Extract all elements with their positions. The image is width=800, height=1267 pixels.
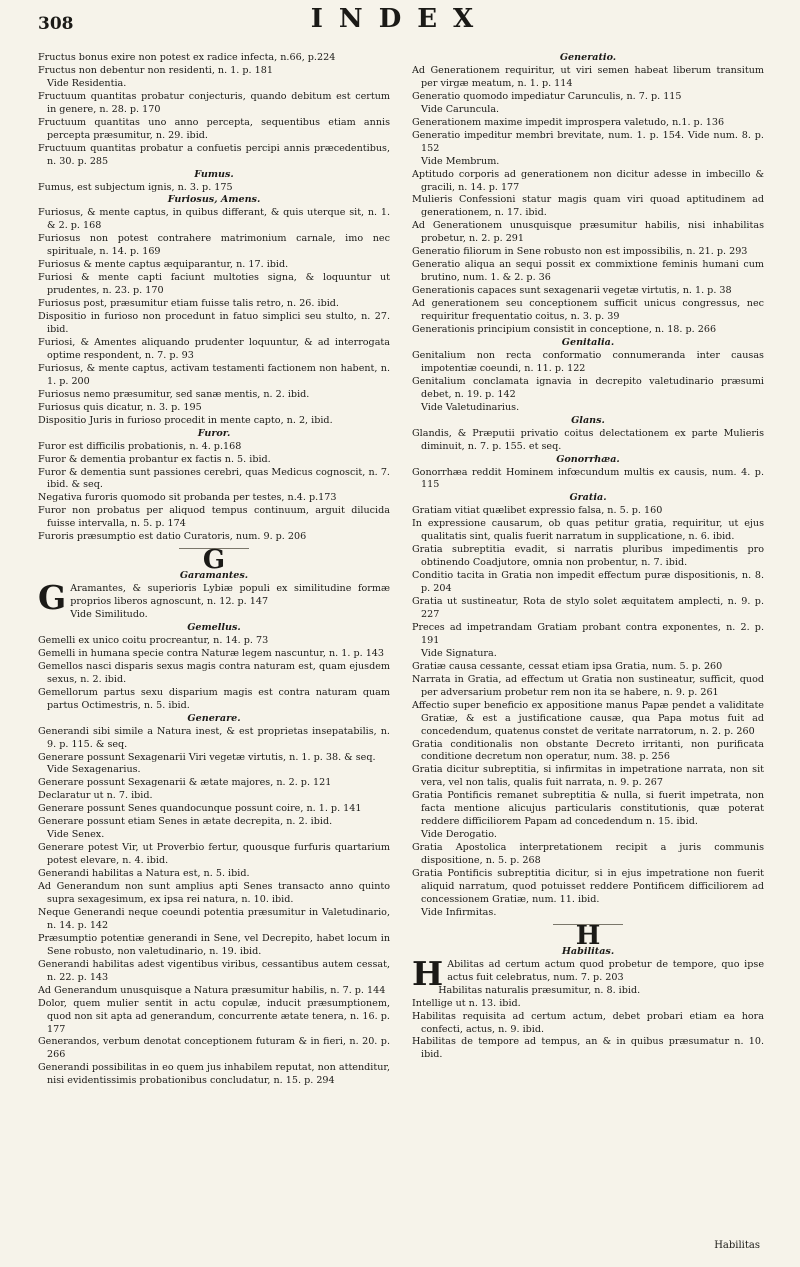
- index-entry: Generandi habilitas adest vigentibus viribus, cessantibus autem cessat, n. 22. p. 143: [38, 958, 390, 983]
- entry-text: Aramantes, & superioris Lybiæ populi ex similitudine formæ proprios liberos agnoscunt, n. 12. p. 147: [70, 583, 390, 608]
- index-heading: Genitalia.: [561, 336, 615, 348]
- see-also-reference: Vide Senex.: [47, 829, 105, 841]
- index-entry: Furoris præsumptio est datio Curatoris, num. 9. p. 206: [38, 531, 307, 543]
- index-entry: Fumus, est subjectum ignis, n. 3. p. 175: [38, 181, 233, 193]
- index-entry: Dolor, quem mulier sentit in actu copulæ, inducit præsumptionem, quod non sit apta ad generandum, concurrente ætate tenera, n. 16. p. 177: [38, 997, 390, 1035]
- index-heading: Garamantes.: [179, 570, 249, 582]
- index-entry: Gratia Pontificis remanet subreptitia & nulla, si fuerit impetrata, non facta mentione alicujus particularis constitutionis, quæ poterat reddere difficiliorem Papam ad concedendum n. 15. ibid.: [412, 790, 764, 828]
- index-entry: Fructus bonus exire non potest ex radice infecta, n.66, p.224: [38, 52, 336, 63]
- index-entry: Generatio quomodo impediatur Carunculis, n. 7. p. 115: [412, 90, 682, 102]
- index-entry: Generandi sibi simile a Natura inest, & est proprietas insepatabilis, n. 9. p. 115. & seq.: [38, 725, 390, 750]
- index-entry: Furor est difficilis probationis, n. 4. p.168: [38, 440, 242, 452]
- index-entry: Generare possunt Senes quandocunque possunt coire, n. 1. p. 141: [38, 803, 362, 815]
- index-entry: Affectio super beneficio ex appositione manus Papæ pendet a validitate Gratiæ, & est a justificatione causæ, qua Papa motus fuit ad concedendum, quatenus constet de veritate narratorum, n. 2. p. 260: [412, 699, 764, 737]
- index-heading: Furiosus, Amens.: [167, 194, 261, 206]
- index-entry: Generare possunt etiam Senes in ætate decrepita, n. 2. ibid.: [38, 816, 333, 828]
- index-entry: Generare potest Vir, ut Proverbio fertur, quousque furfuris quartarium potest elevare, n. 4. ibid.: [38, 842, 390, 867]
- index-entry: Gratia conditionalis non obstante Decreto irritanti, non purificata conditione decretum non operatur, num. 38. p. 256: [412, 738, 764, 763]
- index-entry: Generandi possibilitas in eo quem jus inhabilem reputat, non attenditur, nisi evidentissimis probationibus concludatur, n. 15. p. 294: [38, 1062, 390, 1087]
- index-entry: Mulieris Confessioni statur magis quam viri quoad aptitudinem ad generationem, n. 17. ibid.: [412, 194, 764, 219]
- see-also-reference: Vide Membrum.: [421, 155, 500, 167]
- see-also-reference: Vide Similitudo.: [70, 609, 148, 621]
- index-entry: Fructuum quantitas probatur a confuetis percipi annis præcedentibus, n. 30. p. 285: [38, 142, 390, 167]
- see-also-reference: Vide Signatura.: [421, 647, 497, 659]
- index-entry: Furiosus nemo præsumitur, sed sanæ mentis, n. 2. ibid.: [38, 388, 310, 400]
- index-heading: Gonorrhæa.: [556, 453, 620, 465]
- index-entry: Furiosus & mente captus æquiparantur, n. 17. ibid.: [38, 259, 289, 271]
- index-entry: Præsumptio potentiæ generandi in Sene, vel Decrepito, habet locum in Sene robusto, non valetudinario, n. 19. ibid.: [38, 932, 390, 957]
- index-entry: Furiosus, & mente captus, in quibus differant, & quis uterque sit, n. 1. & 2. p. 168: [38, 207, 390, 232]
- index-entry: Ad Generationem unusquisque præsumitur habilis, nisi inhabilitas probetur, n. 2. p. 291: [412, 220, 764, 245]
- index-heading: Furor.: [197, 427, 231, 439]
- index-entry: Genitalium conclamata ignavia in decrepito valetudinario præsumi debet, n. 19. p. 142: [412, 375, 764, 400]
- index-entry: Aptitudo corporis ad generationem non dicitur adesse in imbecillo & gracili, n. 14. p. 177: [412, 168, 764, 193]
- index-heading: Glans.: [571, 414, 605, 426]
- index-heading: Gemellus.: [187, 621, 241, 633]
- index-entry: Ad Generandum non sunt amplius apti Senes transacto anno quinto supra sexagesimum, ex ipsa rei natura, n. 10. ibid.: [38, 881, 390, 905]
- index-entry: Gemellos nasci disparis sexus magis contra naturam est, quam ejusdem sexus, n. 2. ibid.: [38, 660, 390, 685]
- catchword: Habilitas: [714, 1240, 760, 1251]
- index-entry: Furiosus post, præsumitur etiam fuisse talis retro, n. 26. ibid.: [38, 298, 339, 310]
- index-entry: Gratia dicitur subreptitia, si infirmitas in impetratione narrata, non sit vera, vel non talis, qualis fuit narrata, n. 9. p. 267: [412, 764, 764, 789]
- index-heading: Generare.: [187, 712, 241, 724]
- index-entry: Furiosi, & Amentes aliquando prudenter loquuntur, & ad interrogata optime respondent, n. 7. p. 93: [38, 336, 390, 361]
- index-entry: Glandis, & Præputii privatio coitus delectationem ex parte Mulieris diminuit, n. 7. p. 155. et seq.: [412, 427, 764, 452]
- index-entry: Furiosus, & mente captus, activam testamenti factionem non habent, n. 1. p. 200: [38, 362, 390, 387]
- index-entry: Generationem maxime impedit improspera valetudo, n.1. p. 136: [412, 116, 725, 128]
- index-entry: Furor non probatus per aliquod tempus continuum, arguit dilucida fuisse intervalla, n. 5. p. 174: [38, 505, 390, 530]
- index-entry: Gemellorum partus sexu disparium magis est contra naturam quam partus Octimestris, n. 5. ibid.: [38, 686, 390, 711]
- index-entry: Gratia ut sustineatur, Rota de stylo solet æquitatem amplecti, n. 9. p. 227: [412, 596, 764, 620]
- index-entry: Dispositio in furioso non procedunt in fatuo simplici seu stulto, n. 27. ibid.: [38, 311, 390, 336]
- index-entry: Gratia subreptitia evadit, si narratis pluribus impedimentis pro obtinendo Coadjutore, omnia non probentur, n. 7. ibid.: [412, 544, 764, 569]
- index-entry: Gratia Pontificis subreptitia dicitur, si in ejus impetratione non fuerit aliquid narratum, quod potuisset reddere Pontificem difficiliorem ad concessionem Gratiæ, num. 11. ibid.: [412, 868, 764, 905]
- index-entry: Furiosi & mente capti faciunt multoties signa, & loquuntur ut prudentes, n. 23. p. 170: [38, 272, 390, 297]
- index-heading: Gratia.: [569, 492, 607, 504]
- index-entry: Gratiæ causa cessante, cessat etiam ipsa Gratia, num. 5. p. 260: [412, 660, 723, 672]
- index-entry: Generare possunt Sexagenarii & ætate majores, n. 2. p. 121: [38, 777, 332, 789]
- index-entry: Furor & dementia sunt passiones cerebri, quas Medicus cognoscit, n. 7. ibid. & seq.: [38, 466, 390, 491]
- index-entry: Declaratur ut n. 7. ibid.: [38, 790, 153, 802]
- index-entry: Negativa furoris quomodo sit probanda per testes, n.4. p.173: [38, 492, 337, 504]
- index-entry: Ad Generationem requiritur, ut viri semen habeat liberum transitum per virgæ meatum, n. 1. p. 114: [412, 64, 764, 89]
- right-column: [412, 52, 764, 1062]
- see-also-reference: Vide Derogatio.: [421, 829, 497, 841]
- index-heading: Generatio.: [559, 52, 617, 63]
- index-entry: Furiosus non potest contrahere matrimonium carnale, imo nec spirituale, n. 14. p. 169: [38, 233, 390, 258]
- index-entry: Generationis principium consistit in conceptione, n. 18. p. 266: [412, 324, 717, 336]
- index-entry: Generandi habilitas a Natura est, n. 5. ibid.: [38, 868, 250, 880]
- index-entry: Preces ad impetrandam Gratiam probant contra exponentes, n. 2. p. 191: [412, 621, 764, 646]
- see-also-reference: Vide Residentia.: [47, 77, 127, 89]
- see-also-reference: Vide Valetudinarius.: [421, 401, 520, 413]
- index-entry: Genitalium non recta conformatio connumeranda inter causas impotentiæ coeundi, n. 11. p. 122: [412, 349, 764, 374]
- index-entry: Habilitas requisita ad certum actum, debet probari etiam ea hora confecti, actus, n. 9. ibid.: [412, 1010, 764, 1035]
- entry-text: Abilitas ad certum actum quod probetur de tempore, quo ipse actus fuit celebratus, num. 7. p. 203: [447, 958, 764, 983]
- index-entry: Generare possunt Sexagenarii Viri vegetæ virtutis, n. 1. p. 38. & seq.: [38, 751, 376, 763]
- index-entry: Ad generationem seu conceptionem sufficit unicus congressus, nec requiritur frequentatio coitus, n. 3. p. 39: [412, 298, 764, 323]
- index-entry: Generatio impeditur membri brevitate, num. 1. p. 154. Vide num. 8. p. 152: [412, 129, 764, 154]
- index-heading: Fumus.: [194, 168, 234, 180]
- index-entry: Habilitas de tempore ad tempus, an & in quibus præsumatur n. 10. ibid.: [412, 1036, 764, 1061]
- index-entry: Fructus non debentur non residenti, n. 1. p. 181: [38, 64, 273, 76]
- drop-cap: G: [38, 578, 67, 618]
- section-letter: G: [202, 545, 226, 576]
- index-entry: Dispositio Juris in furioso procedit in mente capto, n. 2, ibid.: [38, 414, 333, 426]
- drop-cap: H: [412, 953, 444, 993]
- index-entry: Generationis capaces sunt sexagenarii vegetæ virtutis, n. 1. p. 38: [412, 285, 732, 297]
- index-entry: Gemelli ex unico coitu procreantur, n. 14. p. 73: [38, 634, 269, 646]
- index-entry: Narrata in Gratia, ad effectum ut Gratia non sustineatur, sufficit, quod per adversarium probetur rem non ita se habere, n. 9. p. 261: [412, 673, 764, 698]
- index-entry: Gemelli in humana specie contra Naturæ legem nascuntur, n. 1. p. 143: [38, 647, 385, 659]
- index-entry: Intellige ut n. 13. ibid.: [412, 997, 521, 1009]
- index-entry: Habilitas naturalis præsumitur, n. 8. ibid.: [438, 984, 641, 996]
- see-also-reference: Vide Sexagenarius.: [47, 764, 141, 776]
- index-entry: Generatio aliqua an sequi possit ex commixtione feminis humani cum brutino, num. 1. & 2. p. 36: [412, 259, 764, 284]
- index-entry: Fructuum quantitas probatur conjecturis, quando debitum est certum in genere, n. 28. p. 170: [38, 90, 390, 115]
- see-also-reference: Vide Infirmitas.: [421, 906, 497, 918]
- running-head: INDEX: [310, 4, 490, 34]
- index-entry: Generandos, verbum denotat conceptionem futuram & in fieri, n. 20. p. 266: [38, 1036, 390, 1061]
- index-entry: In expressione causarum, ob quas petitur gratia, requiritur, ut ejus qualitatis sint, qualis fuerit narratum in supplicatione, n. 6. ibid.: [412, 518, 764, 543]
- see-also-reference: Vide Caruncula.: [421, 103, 500, 115]
- left-column: [38, 52, 390, 1088]
- section-letter: H: [575, 920, 601, 951]
- index-entry: Gratiam vitiat quælibet expressio falsa, n. 5. p. 160: [412, 505, 663, 517]
- index-entry: Generatio filiorum in Sene robusto non est impossibilis, n. 21. p. 293: [412, 246, 748, 258]
- index-entry: Ad Generandum unusquisque a Natura præsumitur habilis, n. 7. p. 144: [38, 984, 386, 996]
- index-entry: Neque Generandi neque coeundi potentia præsumitur in Valetudinario, n. 14. p. 142: [38, 906, 390, 931]
- page-number: 308: [38, 14, 74, 34]
- index-entry: Gratia Apostolica interpretationem recipit a juris communis dispositione, n. 5. p. 268: [412, 842, 764, 867]
- index-entry: Gonorrhæa reddit Hominem infœcundum multis ex causis, num. 4. p. 115: [412, 466, 764, 491]
- index-entry: Furiosus quis dicatur, n. 3. p. 195: [38, 401, 202, 413]
- index-heading: Habilitas.: [561, 945, 615, 957]
- index-entry: Furor & dementia probantur ex factis n. 5. ibid.: [38, 453, 271, 465]
- index-entry: Fructuum quantitas uno anno percepta, sequentibus etiam annis percepta præsumitur, n. 29. ibid.: [38, 116, 390, 141]
- index-entry: Conditio tacita in Gratia non impedit effectum puræ dispositionis, n. 8. p. 204: [412, 570, 764, 595]
